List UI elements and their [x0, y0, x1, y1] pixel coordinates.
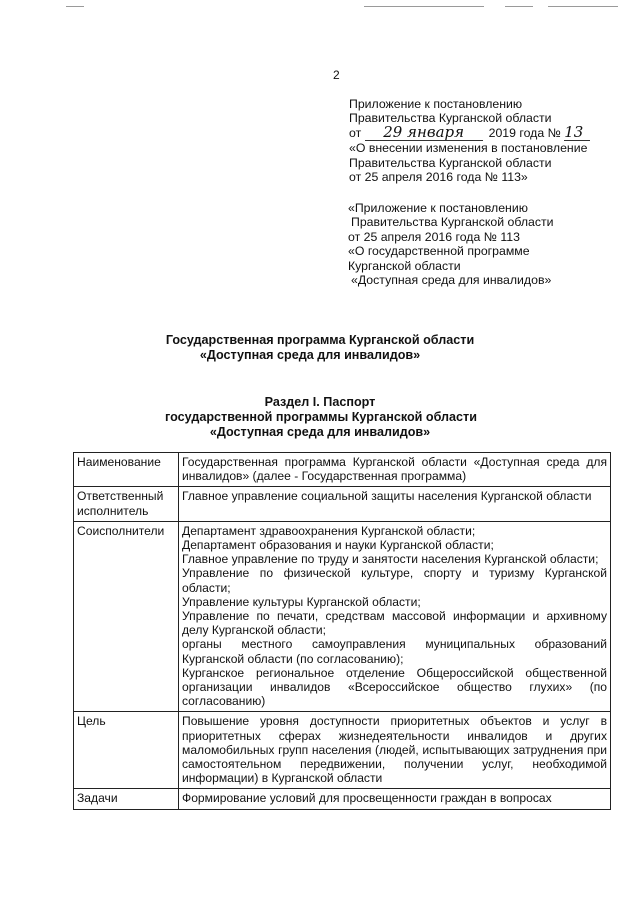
appendix-line: Правительства Курганской области [351, 215, 554, 230]
page-number: 2 [333, 68, 340, 82]
appendix-line: от 25 апреля 2016 года № 113» [349, 170, 528, 185]
date-blank [365, 122, 483, 141]
handwritten-date: 29 января [383, 122, 465, 141]
table-row [74, 712, 611, 789]
appendix-current [349, 97, 590, 184]
appendix-line: Правительства Курганской области [349, 111, 552, 126]
row-label: Соисполнители [74, 521, 179, 712]
row-value [179, 521, 611, 712]
scan-artifact [66, 6, 84, 7]
table-row [74, 521, 611, 712]
coexecutor-item: Департамент образования и науки Курганской области; [182, 538, 494, 553]
scan-artifact [364, 6, 484, 7]
coexecutor-item: Управление культуры Курганской области; [182, 594, 421, 609]
date-prefix: от [349, 125, 362, 140]
passport-table [73, 452, 611, 810]
row-label: Цель [74, 712, 179, 789]
program-title-line: «Доступная среда для инвалидов» [199, 348, 421, 362]
appendix-line: «Доступная среда для инвалидов» [351, 273, 552, 288]
year-text: 2019 года № [488, 125, 561, 140]
appendix-date-line [349, 122, 590, 141]
appendix-original [348, 201, 554, 287]
appendix-line: Правительства Курганской области [349, 155, 552, 170]
coexecutor-item: Управление по физической культуре, спорту и туризму Курганской области; [182, 566, 607, 595]
appendix-line: Приложение к постановлению [349, 97, 523, 111]
program-title-line: Государственная программа Курганской области [165, 333, 475, 347]
coexecutor-item: Департамент здравоохранения Курганской области; [182, 523, 476, 538]
row-label: Ответственный исполнитель [74, 487, 179, 521]
row-value: Государственная программа Курганской области «Доступная среда для инвалидов» (далее - Государственная программа) [179, 453, 611, 487]
row-label: Задачи [74, 789, 179, 809]
table-row [74, 487, 611, 521]
section-title [0, 395, 640, 440]
coexecutor-item: Главное управление по труду и занятости населения Курганской области; [182, 552, 599, 567]
handwritten-number: 13 [564, 122, 584, 141]
coexecutor-item: органы местного самоуправления муниципальных образований Курганской области (по согласованию); [182, 637, 607, 666]
row-value: Повышение уровня доступности приоритетных объектов и услуг в приоритетных сферах жизнедеятельности инвалидов и других маломобильных групп населения (людей, испытывающих затруднения при самостоятельном передвижении, получении услуг, необходимой информации) в Курганской области [179, 712, 611, 789]
row-value: Главное управление социальной защиты населения Курганской области [179, 487, 611, 521]
appendix-line: от 25 апреля 2016 года № 113 [348, 229, 520, 244]
coexecutor-item: Курганское региональное отделение Общероссийской общественной организации инвалидов «Всероссийское общество глухих» (по согласованию) [182, 665, 607, 709]
appendix-line: «Приложение к постановлению [348, 201, 528, 215]
row-label: Наименование [74, 453, 179, 487]
row-value: Формирование условий для просвещенности граждан в вопросах [179, 789, 611, 809]
table-row [74, 789, 611, 809]
table-row [74, 453, 611, 487]
section-title-line: «Доступная среда для инвалидов» [209, 425, 431, 439]
scan-artifact [505, 6, 533, 7]
appendix-line: «О внесении изменения в постановление [349, 141, 588, 156]
section-title-line: Раздел I. Паспорт [264, 395, 376, 409]
appendix-line: «О государственной программе [348, 244, 530, 259]
number-blank [564, 122, 590, 141]
program-title [0, 333, 640, 363]
appendix-line: Курганской области [348, 258, 461, 273]
coexecutor-item: Управление по печати, средствам массовой информации и архивному делу Курганской области; [182, 609, 607, 638]
section-title-line: государственной программы Курганской области [165, 410, 477, 424]
scan-artifact [548, 6, 618, 7]
